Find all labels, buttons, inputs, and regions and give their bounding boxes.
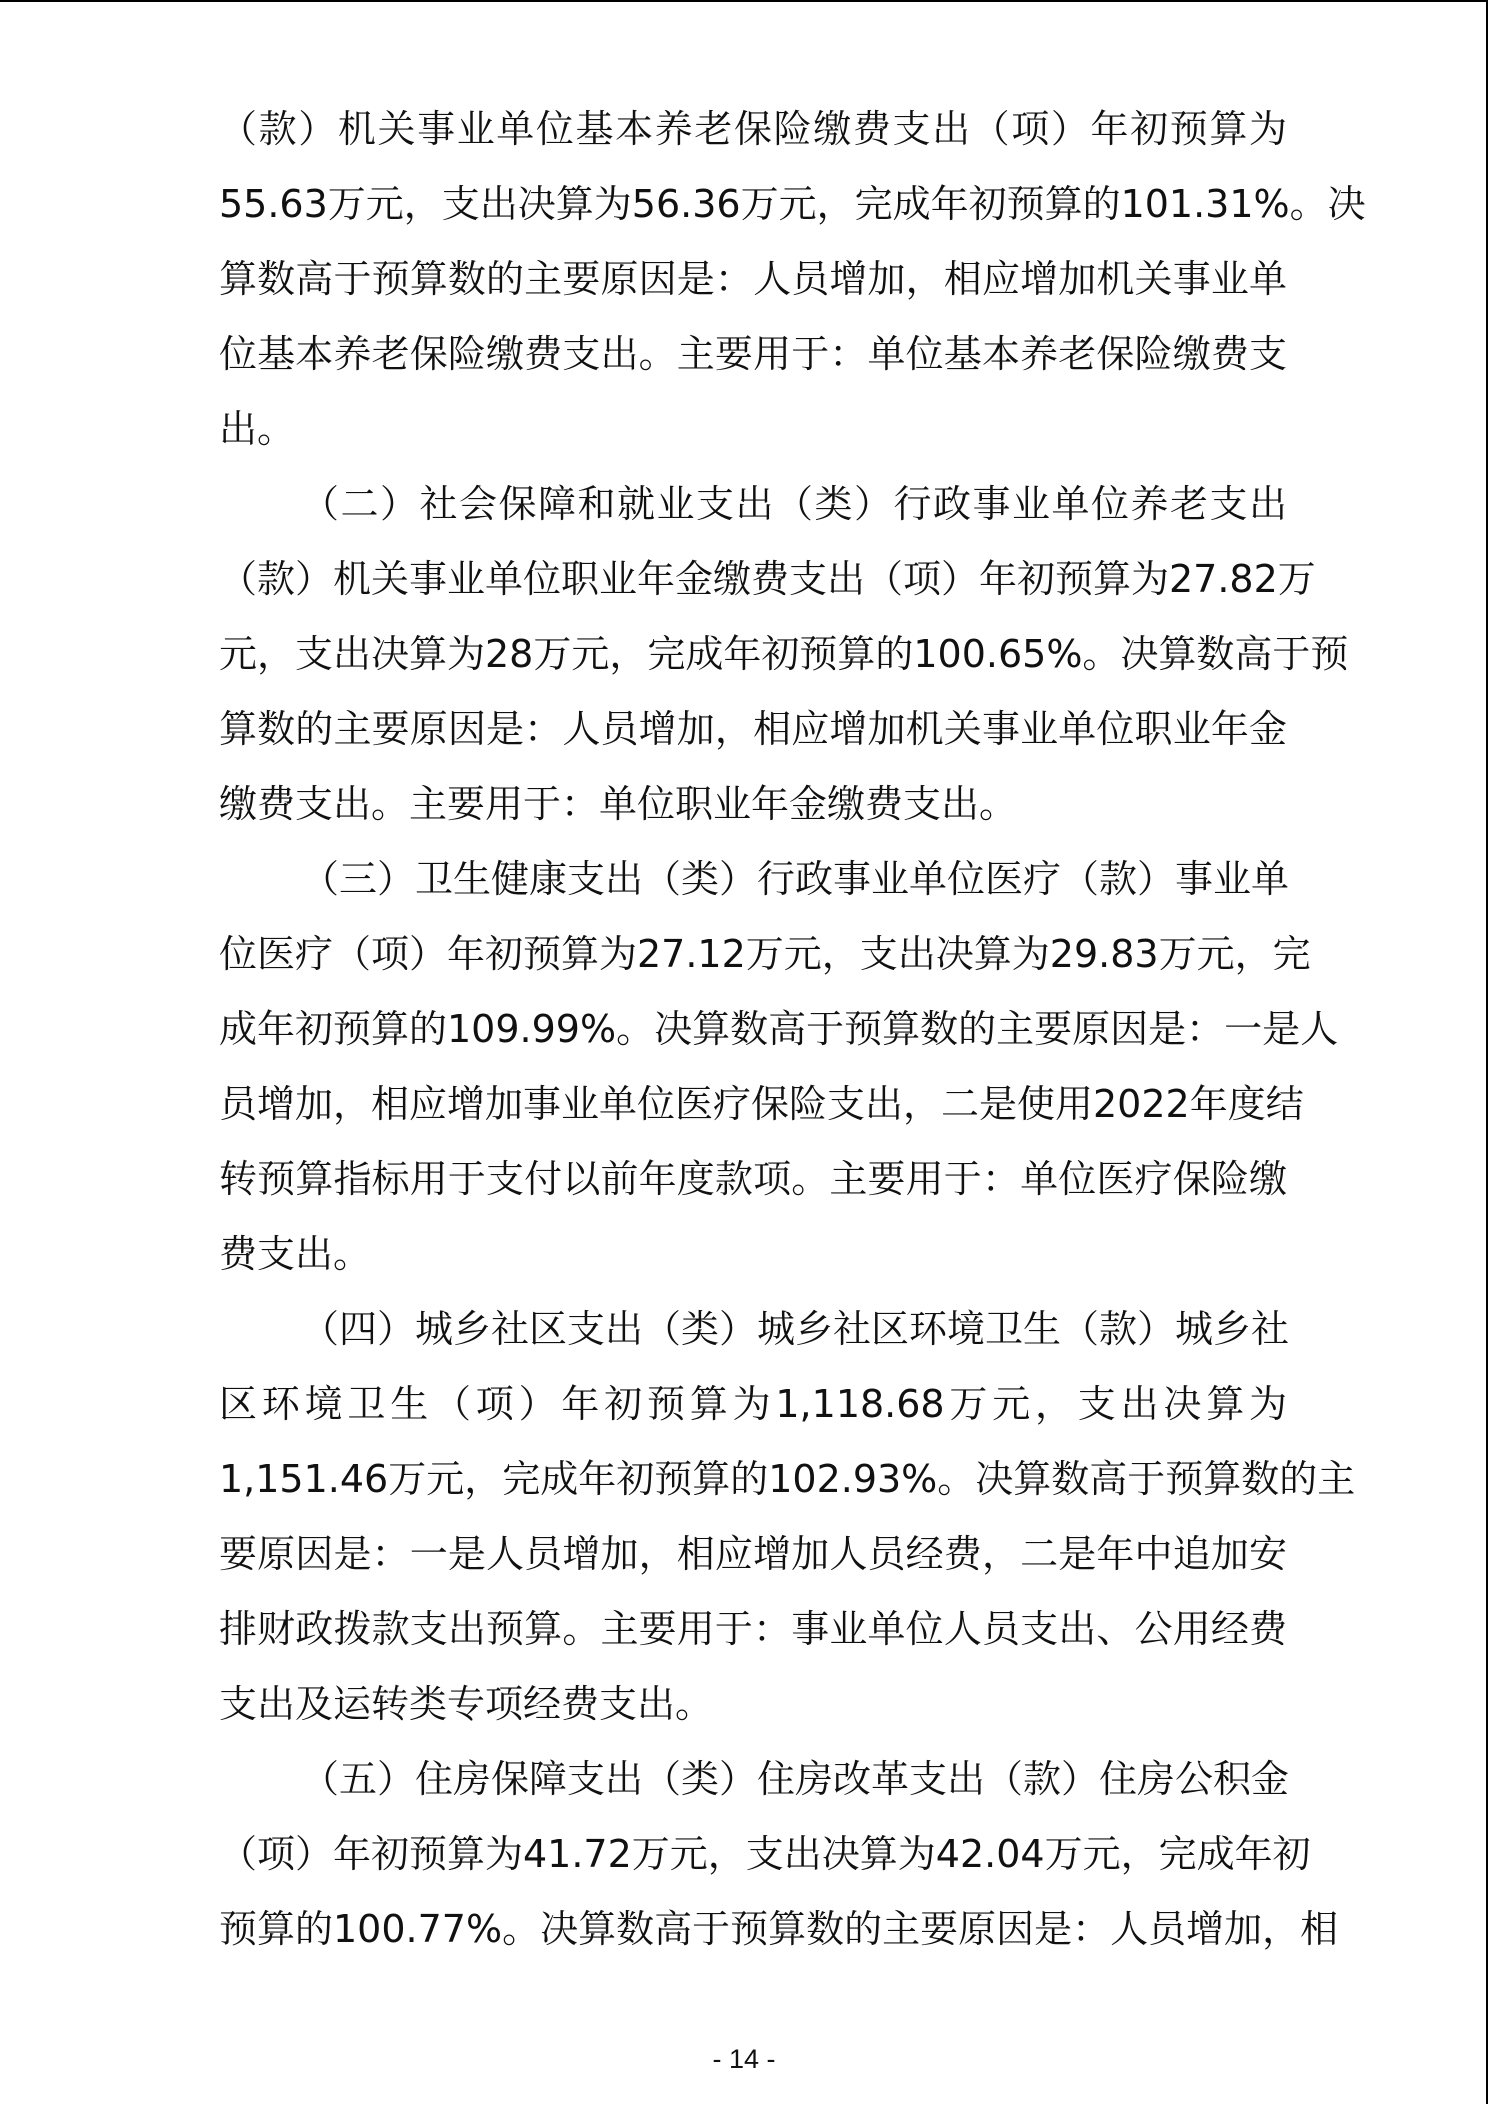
text-line: 位医疗（项）年初预算为27.12万元，支出决算为29.83万元，完 <box>219 932 1311 976</box>
paragraph-heading-line: （三）卫生健康支出（类）行政事业单位医疗（款）事业单 <box>301 857 1290 901</box>
text-line: 成年初预算的109.99%。决算数高于预算数的主要原因是：一是人 <box>219 1007 1339 1051</box>
text-line: 员增加，相应增加事业单位医疗保险支出，二是使用2022年度结 <box>219 1082 1304 1126</box>
text-line: 元，支出决算为28万元，完成年初预算的100.65%。决算数高于预 <box>219 632 1349 676</box>
document-body <box>219 92 1366 1967</box>
text-line: 位基本养老保险缴费支出。主要用于：单位基本养老保险缴费支 <box>219 332 1287 376</box>
text-line: 转预算指标用于支付以前年度款项。主要用于：单位医疗保险缴 <box>219 1157 1287 1201</box>
text-line: 算数高于预算数的主要原因是：人员增加，相应增加机关事业单 <box>219 257 1287 301</box>
text-line: 1,151.46万元，完成年初预算的102.93%。决算数高于预算数的主 <box>219 1457 1356 1501</box>
text-line: 支出及运转类专项经费支出。 <box>219 1682 714 1726</box>
paragraph-heading-line: （四）城乡社区支出（类）城乡社区环境卫生（款）城乡社 <box>301 1307 1290 1351</box>
page-number: - 14 - <box>712 2044 776 2074</box>
text-line: （款）机关事业单位基本养老保险缴费支出（项）年初预算为 <box>219 107 1287 151</box>
page-top-border <box>0 0 1488 2</box>
text-line: 预算的100.77%。决算数高于预算数的主要原因是：人员增加，相 <box>219 1907 1339 1951</box>
paragraph-heading-line: （五）住房保障支出（类）住房改革支出（款）住房公积金 <box>301 1757 1290 1801</box>
text-line: 要原因是：一是人员增加，相应增加人员经费，二是年中追加安 <box>219 1532 1287 1576</box>
text-line: 费支出。 <box>219 1232 372 1276</box>
paragraph-heading-line: （二）社会保障和就业支出（类）行政事业单位养老支出 <box>301 482 1287 526</box>
text-line: （项）年初预算为41.72万元，支出决算为42.04万元，完成年初 <box>219 1832 1311 1876</box>
text-line: 出。 <box>219 407 296 451</box>
text-line: 排财政拨款支出预算。主要用于：事业单位人员支出、公用经费 <box>219 1607 1287 1651</box>
text-line: 算数的主要原因是：人员增加，相应增加机关事业单位职业年金 <box>219 707 1287 751</box>
text-line: 缴费支出。主要用于：单位职业年金缴费支出。 <box>219 782 1018 826</box>
text-line: 55.63万元，支出决算为56.36万元，完成年初预算的101.31%。决 <box>219 182 1366 226</box>
text-line: 区环境卫生（项）年初预算为1,118.68万元，支出决算为 <box>219 1382 1287 1426</box>
text-line: （款）机关事业单位职业年金缴费支出（项）年初预算为27.82万 <box>219 557 1316 601</box>
